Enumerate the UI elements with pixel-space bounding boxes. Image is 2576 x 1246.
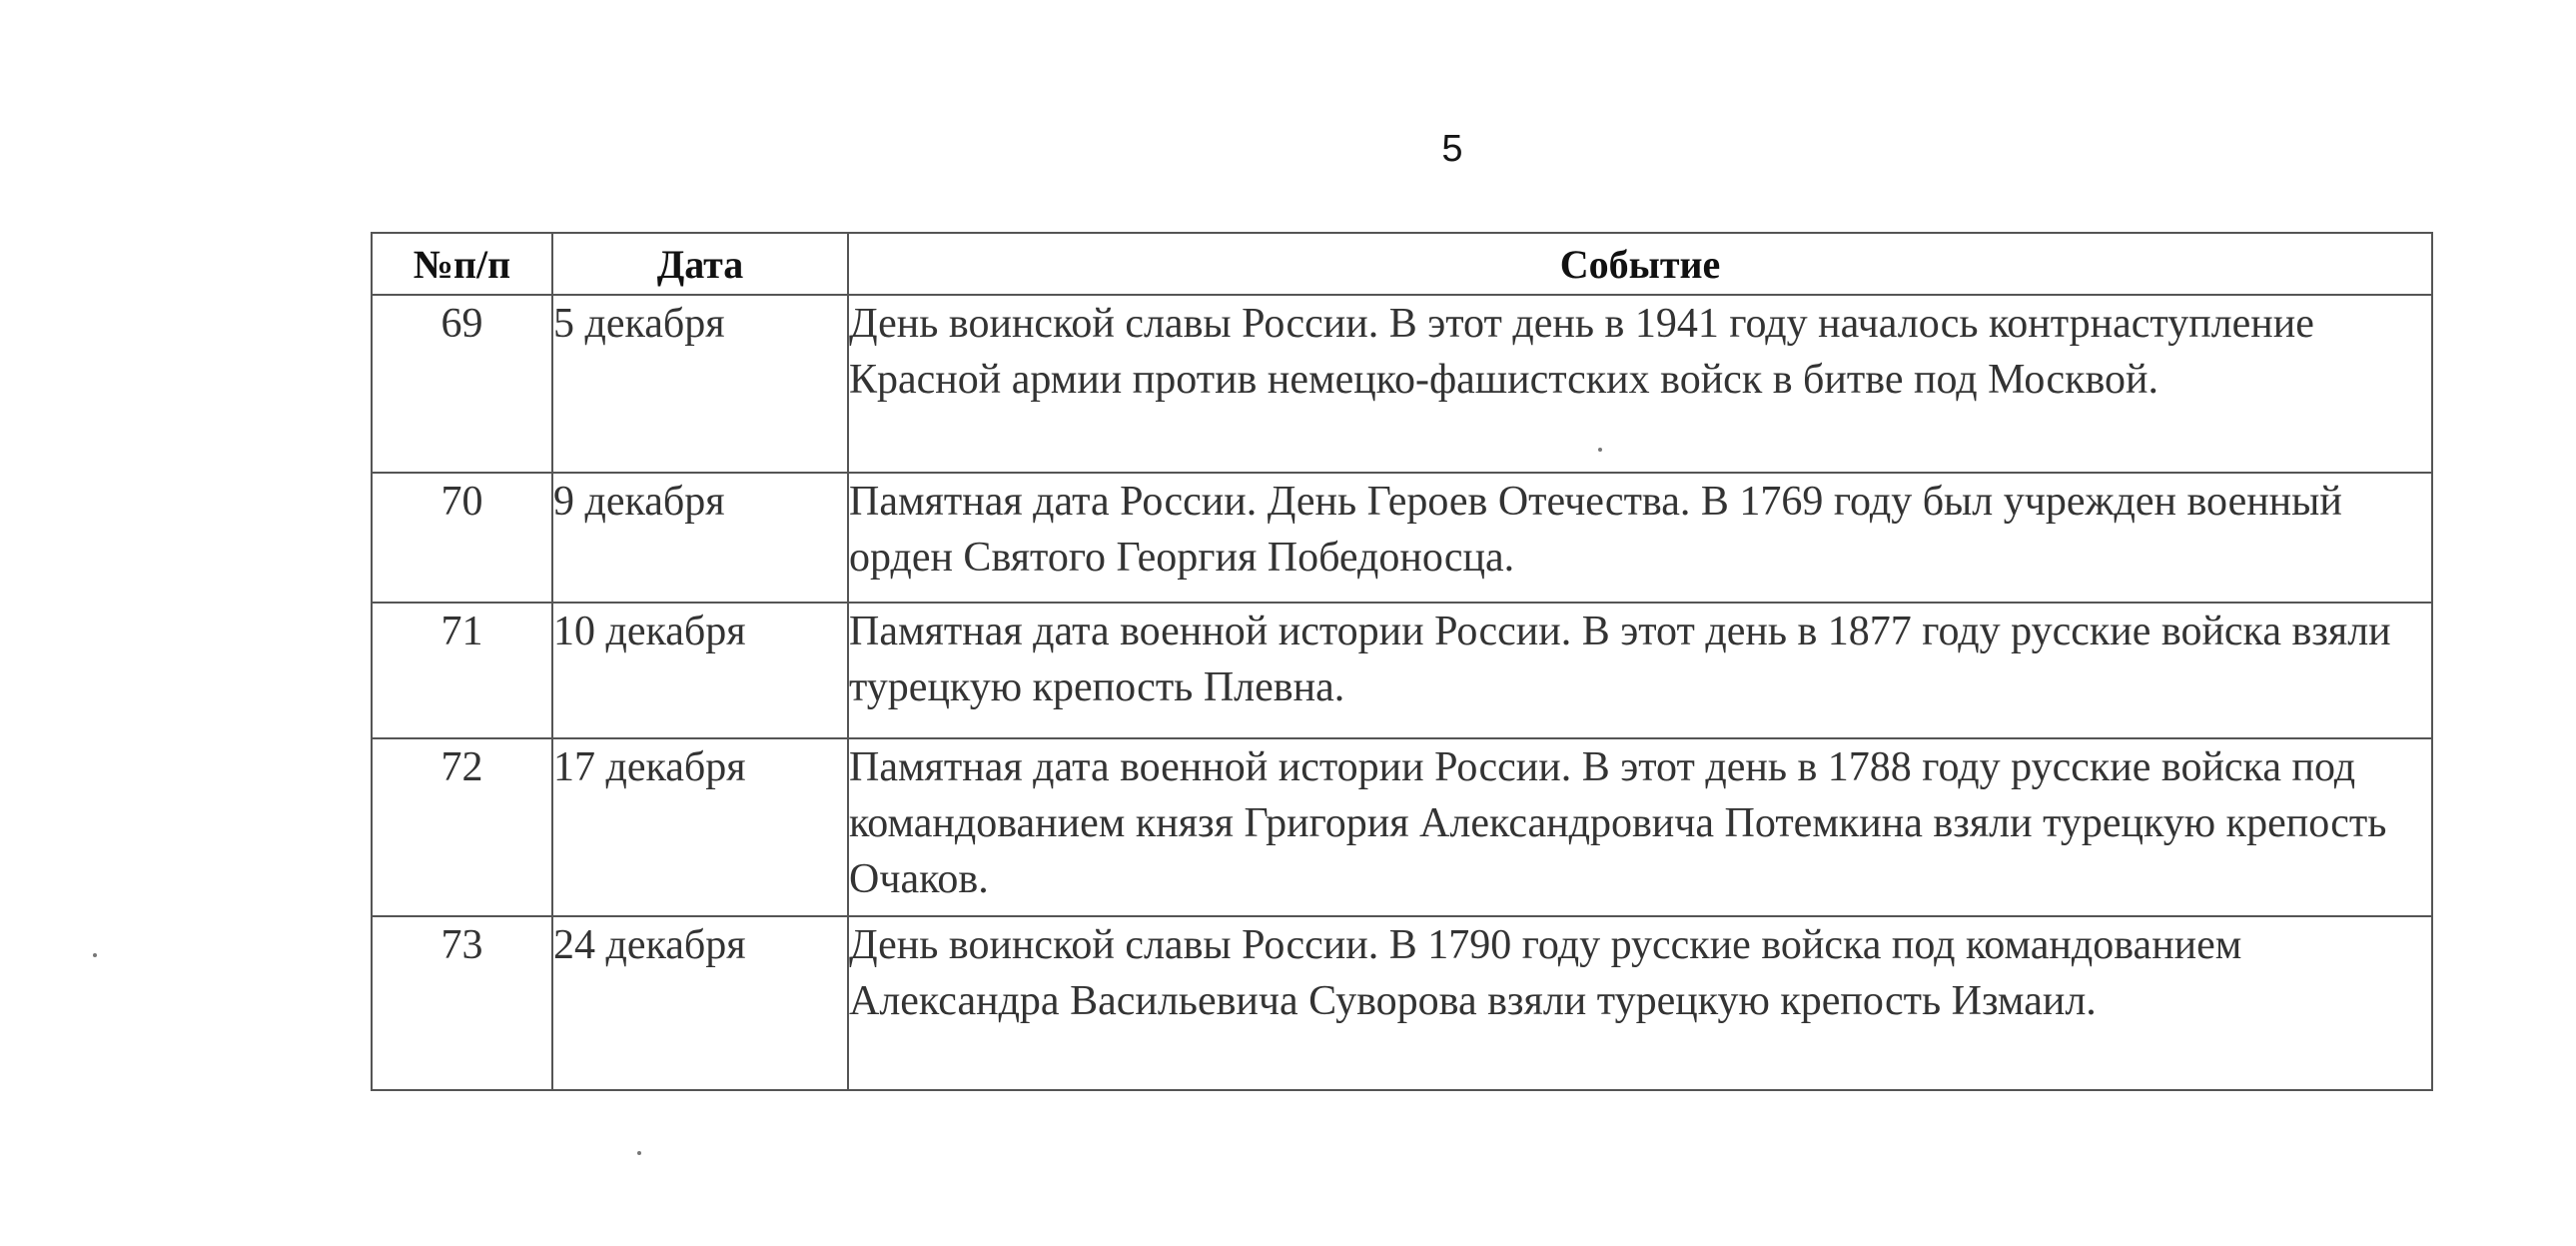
row-date: 5 декабря <box>552 295 848 473</box>
header-row <box>372 233 2432 295</box>
page-number: 5 <box>1441 128 1463 170</box>
row-date: 24 декабря <box>552 916 848 1090</box>
header-num: №п/п <box>372 233 552 295</box>
row-number: 69 <box>372 295 552 473</box>
events-table <box>371 232 2433 1091</box>
scan-speck <box>93 953 97 957</box>
row-event: Памятная дата России. День Героев Отечества. В 1769 году был учрежден военный орден Святого Георгия Победоносца. <box>848 473 2432 603</box>
row-date: 17 декабря <box>552 738 848 916</box>
table-row <box>372 738 2432 916</box>
header-date: Дата <box>552 233 848 295</box>
table-row <box>372 603 2432 738</box>
table-row <box>372 916 2432 1090</box>
row-number: 72 <box>372 738 552 916</box>
row-number: 70 <box>372 473 552 603</box>
scan-speck <box>1598 448 1602 452</box>
table-row <box>372 295 2432 473</box>
header-event: Событие <box>848 233 2432 295</box>
row-date: 10 декабря <box>552 603 848 738</box>
row-event: День воинской славы России. В 1790 году русские войска под командованием Александра Васильевича Суворова взяли турецкую крепость Измаил. <box>848 916 2432 1090</box>
row-event: Памятная дата военной истории России. В этот день в 1788 году русские войска под командованием князя Григория Александровича Потемкина взяли турецкую крепость Очаков. <box>848 738 2432 916</box>
row-date: 9 декабря <box>552 473 848 603</box>
row-event: Памятная дата военной истории России. В этот день в 1877 году русские войска взяли турецкую крепость Плевна. <box>848 603 2432 738</box>
row-number: 71 <box>372 603 552 738</box>
table-header <box>372 233 2432 295</box>
row-number: 73 <box>372 916 552 1090</box>
table-body <box>372 295 2432 1090</box>
row-event: День воинской славы России. В этот день в 1941 году началось контрнаступление Красной армии против немецко-фашистских войск в битве под Москвой. <box>848 295 2432 473</box>
table-row <box>372 473 2432 603</box>
scan-speck <box>637 1151 641 1155</box>
